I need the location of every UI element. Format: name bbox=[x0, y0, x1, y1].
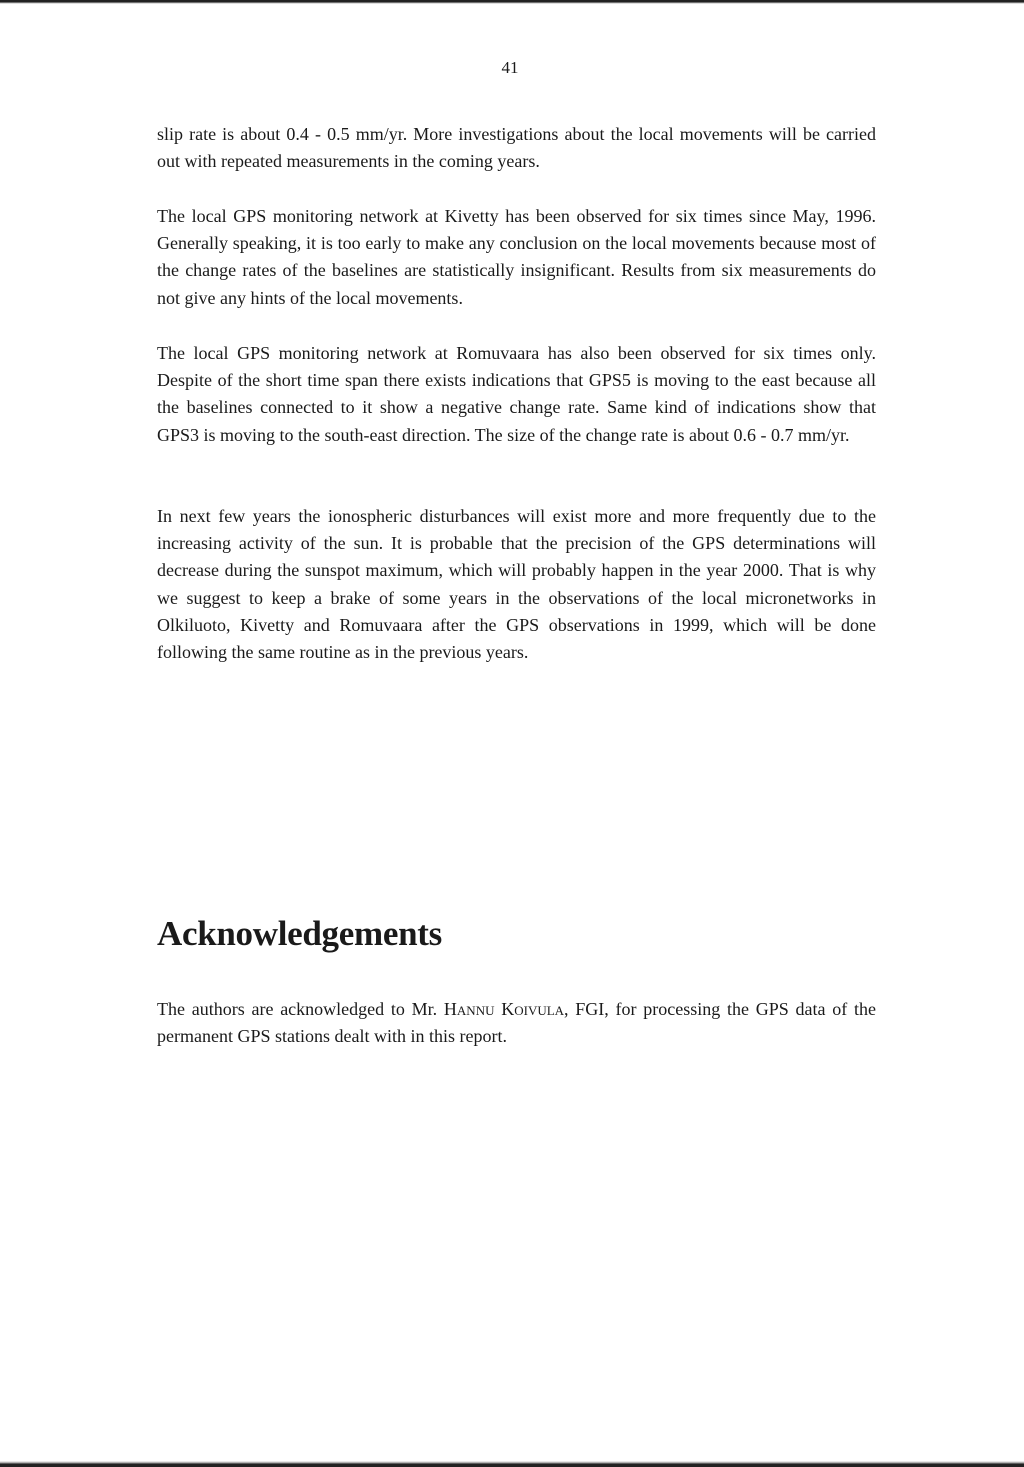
ack-person-name: Hannu Koivula bbox=[443, 999, 565, 1019]
paragraph-kivetty: The local GPS monitoring network at Kivetty has been observed for six times since May, 1996. Generally speaking, it is too early to make any conclusion on the local movements because most of the change rates of the baselines are statistically insignificant. Results from six measurements do not give any hints of the local movements. bbox=[157, 206, 876, 308]
paragraph-ionospheric: In next few years the ionospheric disturbances will exist more and more frequently due to the increasing activity of the sun. It is probable that the precision of the GPS determinations will decrease during the sunspot maximum, which will probably happen in the year 2000. That is why we suggest to keep a brake of some years in the observations of the local micronetworks in Olkiluoto, Kivetty and Romuvaara after the GPS observations in 1999, which will be done following the same routine as in the previous years. bbox=[157, 506, 876, 663]
acknowledgements-heading: Acknowledgements bbox=[157, 914, 442, 953]
ack-text-before: The authors are acknowledged to Mr. bbox=[157, 999, 444, 1019]
paragraph-romuvaara: The local GPS monitoring network at Romuvaara has also been observed for six times only. Despite of the short time span there exists indications that GPS5 is moving to the east because all the baselines connected to it show a negative change rate. Same kind of indications show that GPS3 is moving to the south-east direction. The size of the change rate is about 0.6 - 0.7 mm/yr. bbox=[157, 343, 876, 445]
page-number: 41 bbox=[501, 58, 519, 77]
paragraph-slip-rate: slip rate is about 0.4 - 0.5 mm/yr. More investigations about the local movements will be carried out with repeated measurements in the coming years. bbox=[157, 124, 876, 172]
scan-edge-bottom bbox=[0, 1461, 1024, 1467]
scan-edge-top bbox=[0, 0, 1024, 4]
acknowledgements-paragraph bbox=[157, 996, 876, 1050]
ack-text-after: , FGI, for processing the GPS data of the permanent GPS stations dealt with in this report. bbox=[157, 999, 876, 1047]
